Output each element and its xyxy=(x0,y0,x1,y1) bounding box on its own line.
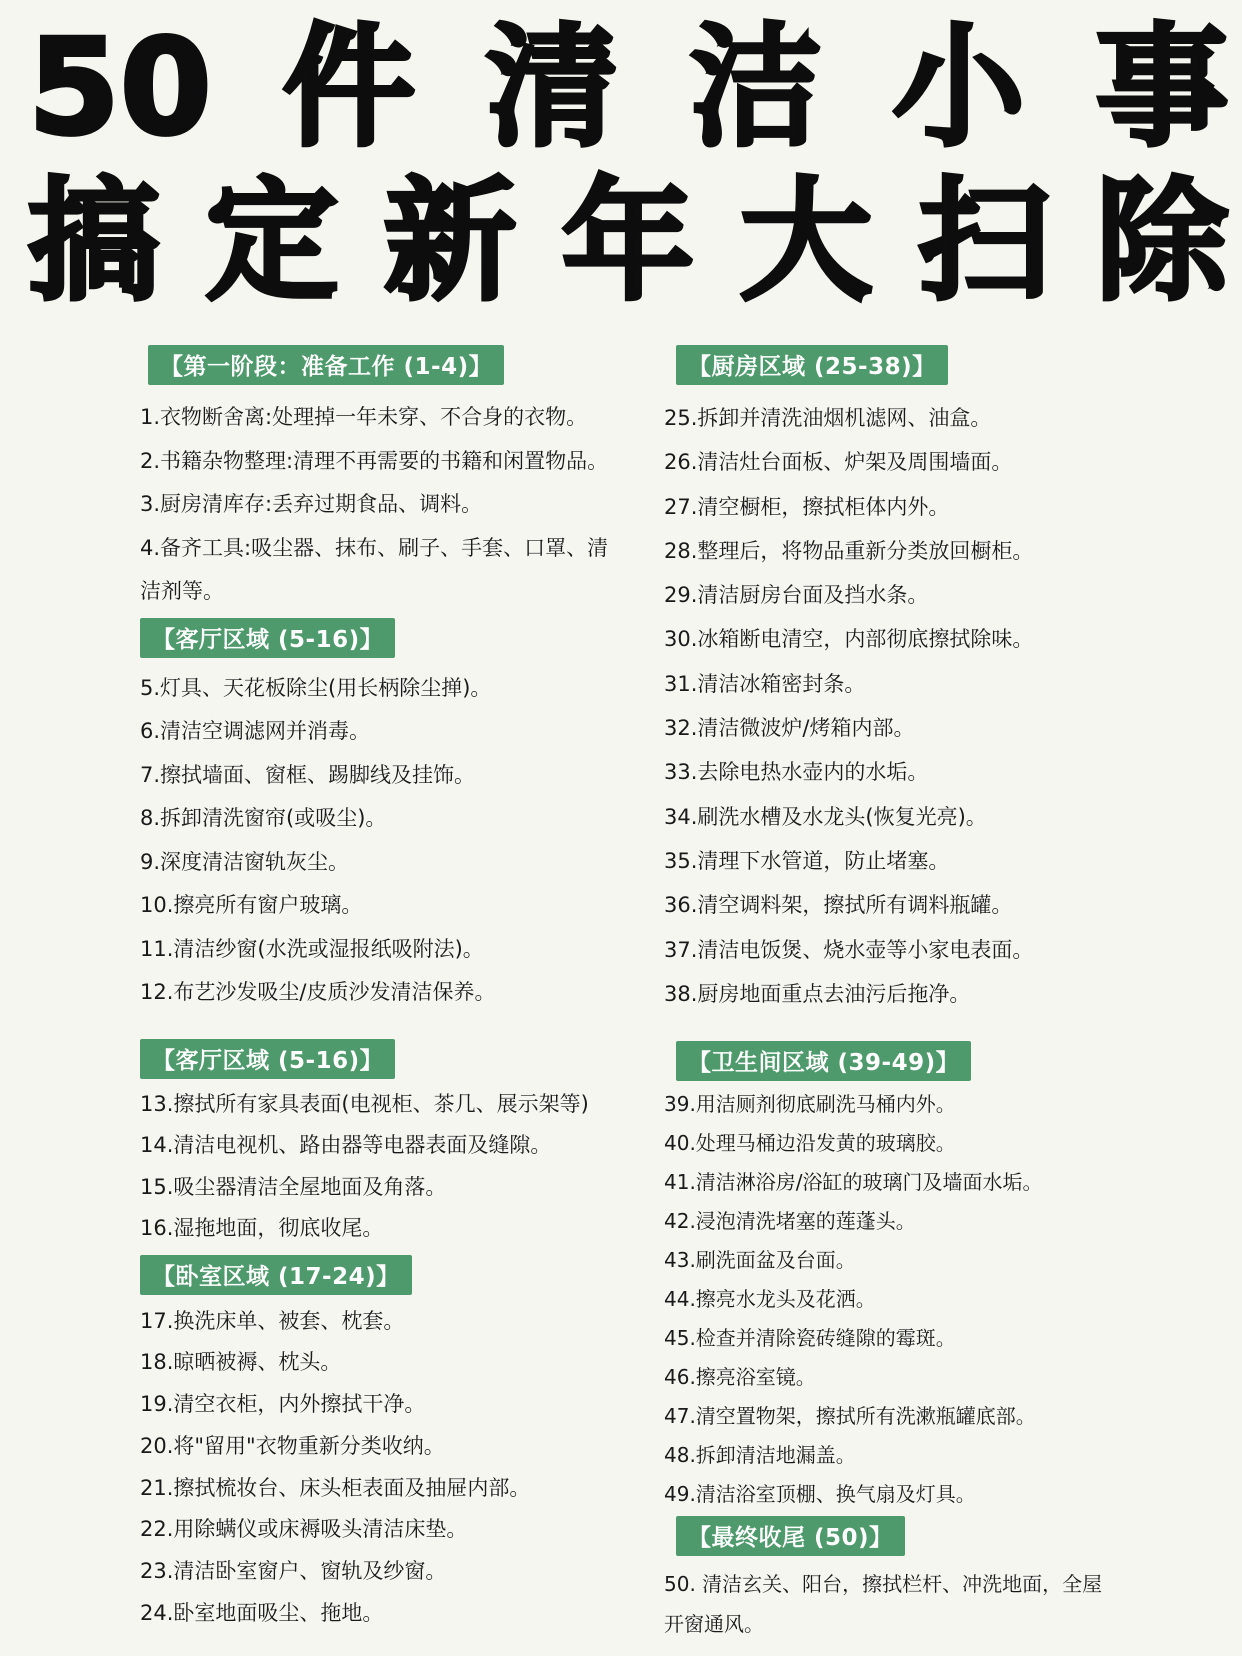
left-column xyxy=(140,345,650,1635)
title-char: 洁 xyxy=(689,11,822,165)
task-item: 40.处理马桶边沿发黄的玻璃胶。 xyxy=(664,1131,956,1156)
task-item: 47.清空置物架，擦拭所有洗漱瓶罐底部。 xyxy=(664,1404,1036,1429)
section xyxy=(140,1039,650,1250)
section-header-badge: 【第一阶段：准备工作 (1-4)】 xyxy=(148,345,504,385)
task-item: 25.拆卸并清洗油烟机滤网、油盒。 xyxy=(664,406,992,430)
title-char: 新 xyxy=(384,165,516,319)
section xyxy=(140,345,650,614)
task-list xyxy=(140,1084,650,1250)
section-header-badge: 【卧室区域 (17-24)】 xyxy=(140,1255,412,1295)
task-item: 48.拆卸清洁地漏盖。 xyxy=(664,1443,856,1468)
task-item: 43.刷洗面盆及台面。 xyxy=(664,1248,856,1273)
section-header-badge: 【卫生间区域 (39-49)】 xyxy=(676,1041,971,1081)
task-item: 26.清洁灶台面板、炉架及周围墙面。 xyxy=(664,450,1013,475)
section-header-badge: 【最终收尾 (50)】 xyxy=(676,1516,905,1556)
task-item: 6.清洁空调滤网并消毒。 xyxy=(140,719,371,743)
title-char: 件 xyxy=(282,11,415,165)
task-item: 30.冰箱断电清空，内部彻底擦拭除味。 xyxy=(664,627,1034,652)
title-char: 事 xyxy=(1095,11,1228,165)
task-item: 15.吸尘器清洁全屋地面及角落。 xyxy=(140,1174,447,1199)
task-item: 37.清洁电饭煲、烧水壶等小家电表面。 xyxy=(664,937,1034,962)
title-char: 搞 xyxy=(28,165,160,319)
task-item: 29.清洁厨房台面及挡水条。 xyxy=(664,583,929,608)
section xyxy=(140,1255,650,1635)
task-item: 7.擦拭墙面、窗框、踢脚线及挂饰。 xyxy=(140,762,476,787)
task-list xyxy=(140,1301,650,1635)
section-header-badge: 【厨房区域 (25-38)】 xyxy=(676,345,948,385)
task-list xyxy=(664,1085,1204,1514)
task-list xyxy=(140,667,650,1015)
task-item: 5.灯具、天花板除尘(用长柄除尘掸)。 xyxy=(140,675,492,700)
title-char: 扫 xyxy=(918,165,1050,319)
task-item: 39.用洁厕剂彻底刷洗马桶内外。 xyxy=(664,1092,956,1117)
section-header-badge: 【客厅区域 (5-16)】 xyxy=(140,618,395,658)
task-item: 洁剂等。 xyxy=(140,579,224,603)
task-list xyxy=(664,396,1204,1016)
title-line-2 xyxy=(28,165,1228,319)
task-item: 22.用除螨仪或床褥吸头清洁床垫。 xyxy=(140,1517,468,1542)
task-item: 2.书籍杂物整理:清理不再需要的书籍和闲置物品。 xyxy=(140,448,609,473)
section xyxy=(140,618,650,1015)
task-item: 28.整理后，将物品重新分类放回橱柜。 xyxy=(664,538,1034,563)
task-item: 38.厨房地面重点去油污后拖净。 xyxy=(664,981,971,1006)
task-item: 45.检查并清除瓷砖缝隙的霉斑。 xyxy=(664,1326,956,1351)
task-item: 4.备齐工具:吸尘器、抹布、刷子、手套、口罩、清 xyxy=(140,535,609,560)
task-item: 50. 清洁玄关、阳台，擦拭栏杆、冲洗地面，全屋 xyxy=(664,1572,1103,1597)
right-column xyxy=(664,345,1204,1644)
task-item: 3.厨房清库存:丢弃过期食品、调料。 xyxy=(140,492,483,516)
task-item: 12.布艺沙发吸尘/皮质沙发清洁保养。 xyxy=(140,980,496,1004)
title-char: 定 xyxy=(206,165,338,319)
section xyxy=(664,1516,1204,1644)
task-item: 32.清洁微波炉/烤箱内部。 xyxy=(664,716,915,741)
section xyxy=(664,1041,1204,1514)
task-item: 11.清洁纱窗(水洗或湿报纸吸附法)。 xyxy=(140,936,484,961)
task-item: 开窗通风。 xyxy=(664,1612,764,1637)
task-item: 24.卧室地面吸尘、拖地。 xyxy=(140,1601,384,1626)
task-item: 35.清理下水管道，防止堵塞。 xyxy=(664,848,950,873)
task-item: 42.浸泡清洗堵塞的莲蓬头。 xyxy=(664,1209,916,1234)
task-item: 1.衣物断舍离:处理掉一年未穿、不合身的衣物。 xyxy=(140,405,588,429)
task-item: 14.清洁电视机、路由器等电器表面及缝隙。 xyxy=(140,1133,552,1157)
task-item: 36.清空调料架，擦拭所有调料瓶罐。 xyxy=(664,893,1013,918)
title-char: 小 xyxy=(892,11,1025,165)
task-item: 19.清空衣柜，内外擦拭干净。 xyxy=(140,1392,426,1417)
task-item: 20.将"留用"衣物重新分类收纳。 xyxy=(140,1433,445,1458)
task-item: 18.晾晒被褥、枕头。 xyxy=(140,1350,342,1375)
task-item: 49.清洁浴室顶棚、换气扇及灯具。 xyxy=(664,1482,976,1507)
title-char: 50 xyxy=(28,11,212,165)
task-list xyxy=(664,1564,1204,1644)
title-char: 清 xyxy=(486,11,619,165)
task-item: 27.清空橱柜，擦拭柜体内外。 xyxy=(664,494,950,519)
task-item: 10.擦亮所有窗户玻璃。 xyxy=(140,893,363,917)
task-item: 41.清洁淋浴房/浴缸的玻璃门及墙面水垢。 xyxy=(664,1170,1043,1195)
section-header-badge: 【客厅区域 (5-16)】 xyxy=(140,1039,395,1079)
task-item: 23.清洁卧室窗户、窗轨及纱窗。 xyxy=(140,1559,447,1584)
task-item: 33.去除电热水壶内的水垢。 xyxy=(664,760,929,785)
task-list xyxy=(140,396,650,614)
task-item: 13.擦拭所有家具表面(电视柜、茶几、展示架等) xyxy=(140,1091,589,1116)
task-item: 9.深度清洁窗轨灰尘。 xyxy=(140,849,350,874)
task-item: 8.拆卸清洗窗帘(或吸尘)。 xyxy=(140,806,387,830)
title-char: 大 xyxy=(740,165,872,319)
task-item: 16.湿拖地面，彻底收尾。 xyxy=(140,1216,384,1240)
title-char: 年 xyxy=(562,165,694,319)
title-line-1 xyxy=(28,11,1228,165)
title-char: 除 xyxy=(1096,165,1228,319)
task-item: 21.擦拭梳妆台、床头柜表面及抽屉内部。 xyxy=(140,1475,531,1500)
task-item: 17.换洗床单、被套、枕套。 xyxy=(140,1308,405,1333)
section xyxy=(664,345,1204,1016)
task-item: 34.刷洗水槽及水龙头(恢复光亮)。 xyxy=(664,804,987,829)
task-item: 46.擦亮浴室镜。 xyxy=(664,1365,816,1390)
task-item: 31.清洁冰箱密封条。 xyxy=(664,671,866,696)
task-item: 44.擦亮水龙头及花洒。 xyxy=(664,1287,876,1312)
